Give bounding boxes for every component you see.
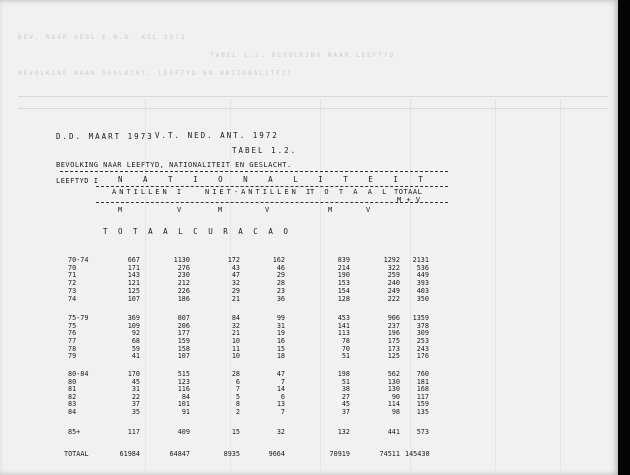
table-cell: 10 (231, 352, 240, 360)
row-label: 81 (68, 385, 77, 393)
table-cell: 7 (280, 378, 285, 386)
table-cell: 29 (231, 287, 240, 295)
table-cell: 206 (177, 322, 190, 330)
table-cell: 243 (416, 345, 429, 353)
table-cell: 90 (391, 393, 400, 401)
table-cell: 176 (416, 352, 429, 360)
table-cell: 222 (387, 295, 400, 303)
table-cell: 47 (231, 271, 240, 279)
v-header: V (265, 206, 270, 214)
ghost-text-3: BEVOLKING NAAR GESLACHT, LEEFTYD EN NATIONALITEIT (18, 70, 294, 77)
table-cell: 130 (387, 378, 400, 386)
table-cell: 168 (416, 385, 429, 393)
table-cell: 16 (276, 337, 285, 345)
table-cell: 212 (177, 279, 190, 287)
table-cell: 159 (177, 337, 190, 345)
table-cell: 27 (341, 393, 350, 401)
table-cell: 393 (416, 279, 429, 287)
table-cell: 68 (131, 337, 140, 345)
row-label: 75 (68, 322, 77, 330)
table-cell: 154 (337, 287, 350, 295)
table-cell: 37 (341, 408, 350, 416)
section-heading: T O T A A L C U R A C A O (103, 227, 291, 236)
table-cell: 198 (337, 370, 350, 378)
v-header: V (177, 206, 182, 214)
table-cell: 84 (231, 314, 240, 322)
row-label: 70-74 (68, 256, 89, 264)
table-cell: 143 (127, 271, 140, 279)
table-cell: 7 (280, 408, 285, 416)
table-cell: 130 (387, 385, 400, 393)
table-cell: 123 (177, 378, 190, 386)
table-cell: 36 (276, 295, 285, 303)
table-cell: 78 (341, 337, 350, 345)
table-cell: 135 (416, 408, 429, 416)
row-label: 79 (68, 352, 77, 360)
table-cell: 2131 (412, 256, 429, 264)
ghost-rule (495, 100, 496, 470)
table-cell: 240 (387, 279, 400, 287)
row-label: 85+ (68, 428, 81, 436)
row-label: 71 (68, 271, 77, 279)
table-cell: 41 (131, 352, 140, 360)
table-cell: 107 (177, 352, 190, 360)
table-cell: 1292 (383, 256, 400, 264)
table-cell: 6 (280, 393, 285, 401)
table-cell: 175 (387, 337, 400, 345)
table-cell: 19 (276, 329, 285, 337)
table-cell: 162 (272, 256, 285, 264)
table-cell: 186 (177, 295, 190, 303)
m-header: M (218, 206, 223, 214)
table-cell: 839 (337, 256, 350, 264)
table-cell: 159 (416, 400, 429, 408)
table-cell: 32 (276, 428, 285, 436)
ghost-text-1: BEV. NAAR GESL E.N.O. KOL 1972 (18, 34, 187, 41)
table-cell: 906 (387, 314, 400, 322)
table-cell: 114 (387, 400, 400, 408)
table-cell: 409 (177, 428, 190, 436)
table-cell: 107 (127, 295, 140, 303)
table-cell: 98 (391, 408, 400, 416)
table-cell: 117 (416, 393, 429, 401)
table-cell: 15 (276, 345, 285, 353)
table-cell: 91 (181, 408, 190, 416)
row-label: 76 (68, 329, 77, 337)
table-cell: 10 (231, 337, 240, 345)
row-label: 80-84 (68, 370, 89, 378)
rule (96, 202, 448, 203)
table-cell: 237 (387, 322, 400, 330)
row-label: 84 (68, 408, 77, 416)
table-cell: 515 (177, 370, 190, 378)
row-label: 80 (68, 378, 77, 386)
table-cell: 31 (276, 322, 285, 330)
antillen-header: ANTILLEN I (112, 188, 185, 196)
m-header: M (328, 206, 333, 214)
row-label: 78 (68, 345, 77, 353)
table-cell: 43 (231, 264, 240, 272)
totaal-header: T O T A A L (310, 188, 390, 196)
table-cell: 8 (235, 400, 240, 408)
table-cell: 92 (131, 329, 140, 337)
table-cell: 760 (416, 370, 429, 378)
table-cell: 1359 (412, 314, 429, 322)
table-cell: 28 (231, 370, 240, 378)
table-cell: 99 (276, 314, 285, 322)
row-label: 83 (68, 400, 77, 408)
table-cell: 38 (341, 385, 350, 393)
table-cell: 369 (127, 314, 140, 322)
table-title: TABEL 1.2. (232, 146, 298, 155)
table-cell: 378 (416, 322, 429, 330)
table-cell: 449 (416, 271, 429, 279)
table-cell: 101 (177, 400, 190, 408)
table-cell: 173 (387, 345, 400, 353)
table-cell: 28 (276, 279, 285, 287)
table-cell: 226 (177, 287, 190, 295)
date-line: D.D. MAART 1973 (56, 132, 154, 141)
table-cell: 11 (231, 345, 240, 353)
table-cell: 214 (337, 264, 350, 272)
ghost-rule (18, 108, 608, 109)
table-cell: 536 (416, 264, 429, 272)
table-cell: 170 (127, 370, 140, 378)
table-cell: 70 (341, 345, 350, 353)
table-cell: 32 (231, 279, 240, 287)
table-cell: 322 (387, 264, 400, 272)
table-cell: 9664 (268, 450, 285, 458)
table-cell: 171 (127, 264, 140, 272)
leeftyd-header: LEEFTYD I (56, 177, 99, 185)
table-cell: 667 (127, 256, 140, 264)
table-cell: 22 (131, 393, 140, 401)
table-cell: 1130 (173, 256, 190, 264)
table-cell: 125 (387, 352, 400, 360)
ghost-text-2: TABEL 1.2. BEVOLKING NAAR LEEFTYD (210, 52, 396, 59)
table-cell: 5 (235, 393, 240, 401)
ghost-rule (145, 100, 146, 470)
table-cell: 45 (341, 400, 350, 408)
table-cell: 453 (337, 314, 350, 322)
table-cell: 35 (131, 408, 140, 416)
table-cell: 51 (341, 378, 350, 386)
rule (60, 171, 448, 172)
m-header: M (118, 206, 123, 214)
table-cell: 117 (127, 428, 140, 436)
niet-antillen-header: NIET-ANTILLEN I (205, 188, 314, 196)
table-cell: 109 (127, 322, 140, 330)
table-cell: 441 (387, 428, 400, 436)
v-header: V (366, 206, 371, 214)
table-cell: 15 (231, 428, 240, 436)
table-cell: 190 (337, 271, 350, 279)
rule (96, 186, 448, 187)
table-cell: 141 (337, 322, 350, 330)
table-cell: 172 (227, 256, 240, 264)
table-cell: 14 (276, 385, 285, 393)
table-cell: 7 (235, 385, 240, 393)
row-label: TOTAAL (64, 450, 89, 458)
table-cell: 259 (387, 271, 400, 279)
table-cell: 74511 (379, 450, 400, 458)
table-cell: 807 (177, 314, 190, 322)
table-cell: 2 (235, 408, 240, 416)
country-line: V.T. NED. ANT. 1972 (155, 131, 279, 140)
table-cell: 23 (276, 287, 285, 295)
row-label: 70 (68, 264, 77, 272)
table-cell: 153 (337, 279, 350, 287)
table-cell: 51 (341, 352, 350, 360)
row-label: 73 (68, 287, 77, 295)
table-cell: 132 (337, 428, 350, 436)
row-label: 77 (68, 337, 77, 345)
scan-edge (618, 0, 630, 475)
table-cell: 70919 (329, 450, 350, 458)
table-cell: 276 (177, 264, 190, 272)
table-cell: 121 (127, 279, 140, 287)
table-cell: 21 (231, 295, 240, 303)
mv-header: M + V (397, 196, 421, 204)
table-cell: 181 (416, 378, 429, 386)
ghost-rule (18, 96, 608, 97)
totaal-column-header: TOTAAL (394, 188, 423, 196)
table-cell: 249 (387, 287, 400, 295)
table-cell: 64847 (169, 450, 190, 458)
table-cell: 46 (276, 264, 285, 272)
row-label: 82 (68, 393, 77, 401)
table-cell: 18 (276, 352, 285, 360)
table-cell: 230 (177, 271, 190, 279)
row-label: 75-79 (68, 314, 89, 322)
table-cell: 21 (231, 329, 240, 337)
table-cell: 31 (131, 385, 140, 393)
table-cell: 116 (177, 385, 190, 393)
row-label: 74 (68, 295, 77, 303)
table-cell: 350 (416, 295, 429, 303)
table-cell: 61984 (119, 450, 140, 458)
table-cell: 177 (177, 329, 190, 337)
table-cell: 59 (131, 345, 140, 353)
table-cell: 32 (231, 322, 240, 330)
table-cell: 8935 (223, 450, 240, 458)
table-cell: 158 (177, 345, 190, 353)
table-cell: 562 (387, 370, 400, 378)
row-label: 72 (68, 279, 77, 287)
table-cell: 29 (276, 271, 285, 279)
table-cell: 45 (131, 378, 140, 386)
table-cell: 128 (337, 295, 350, 303)
table-cell: 37 (131, 400, 140, 408)
table-cell: 113 (337, 329, 350, 337)
nationaliteit-header: N A T I O N A L I T E I T (118, 175, 431, 184)
table-cell: 125 (127, 287, 140, 295)
table-cell: 253 (416, 337, 429, 345)
table-cell: 573 (416, 428, 429, 436)
table-subtitle: BEVOLKING NAAR LEEFTYD, NATIONALITEIT EN GESLACHT. (56, 161, 292, 169)
table-cell: 6 (235, 378, 240, 386)
table-cell: 196 (387, 329, 400, 337)
ghost-rule (560, 100, 561, 470)
table-cell: 47 (276, 370, 285, 378)
table-cell: 309 (416, 329, 429, 337)
table-cell: 84 (181, 393, 190, 401)
table-cell: 145430 (405, 450, 430, 458)
table-cell: 13 (276, 400, 285, 408)
table-cell: 403 (416, 287, 429, 295)
